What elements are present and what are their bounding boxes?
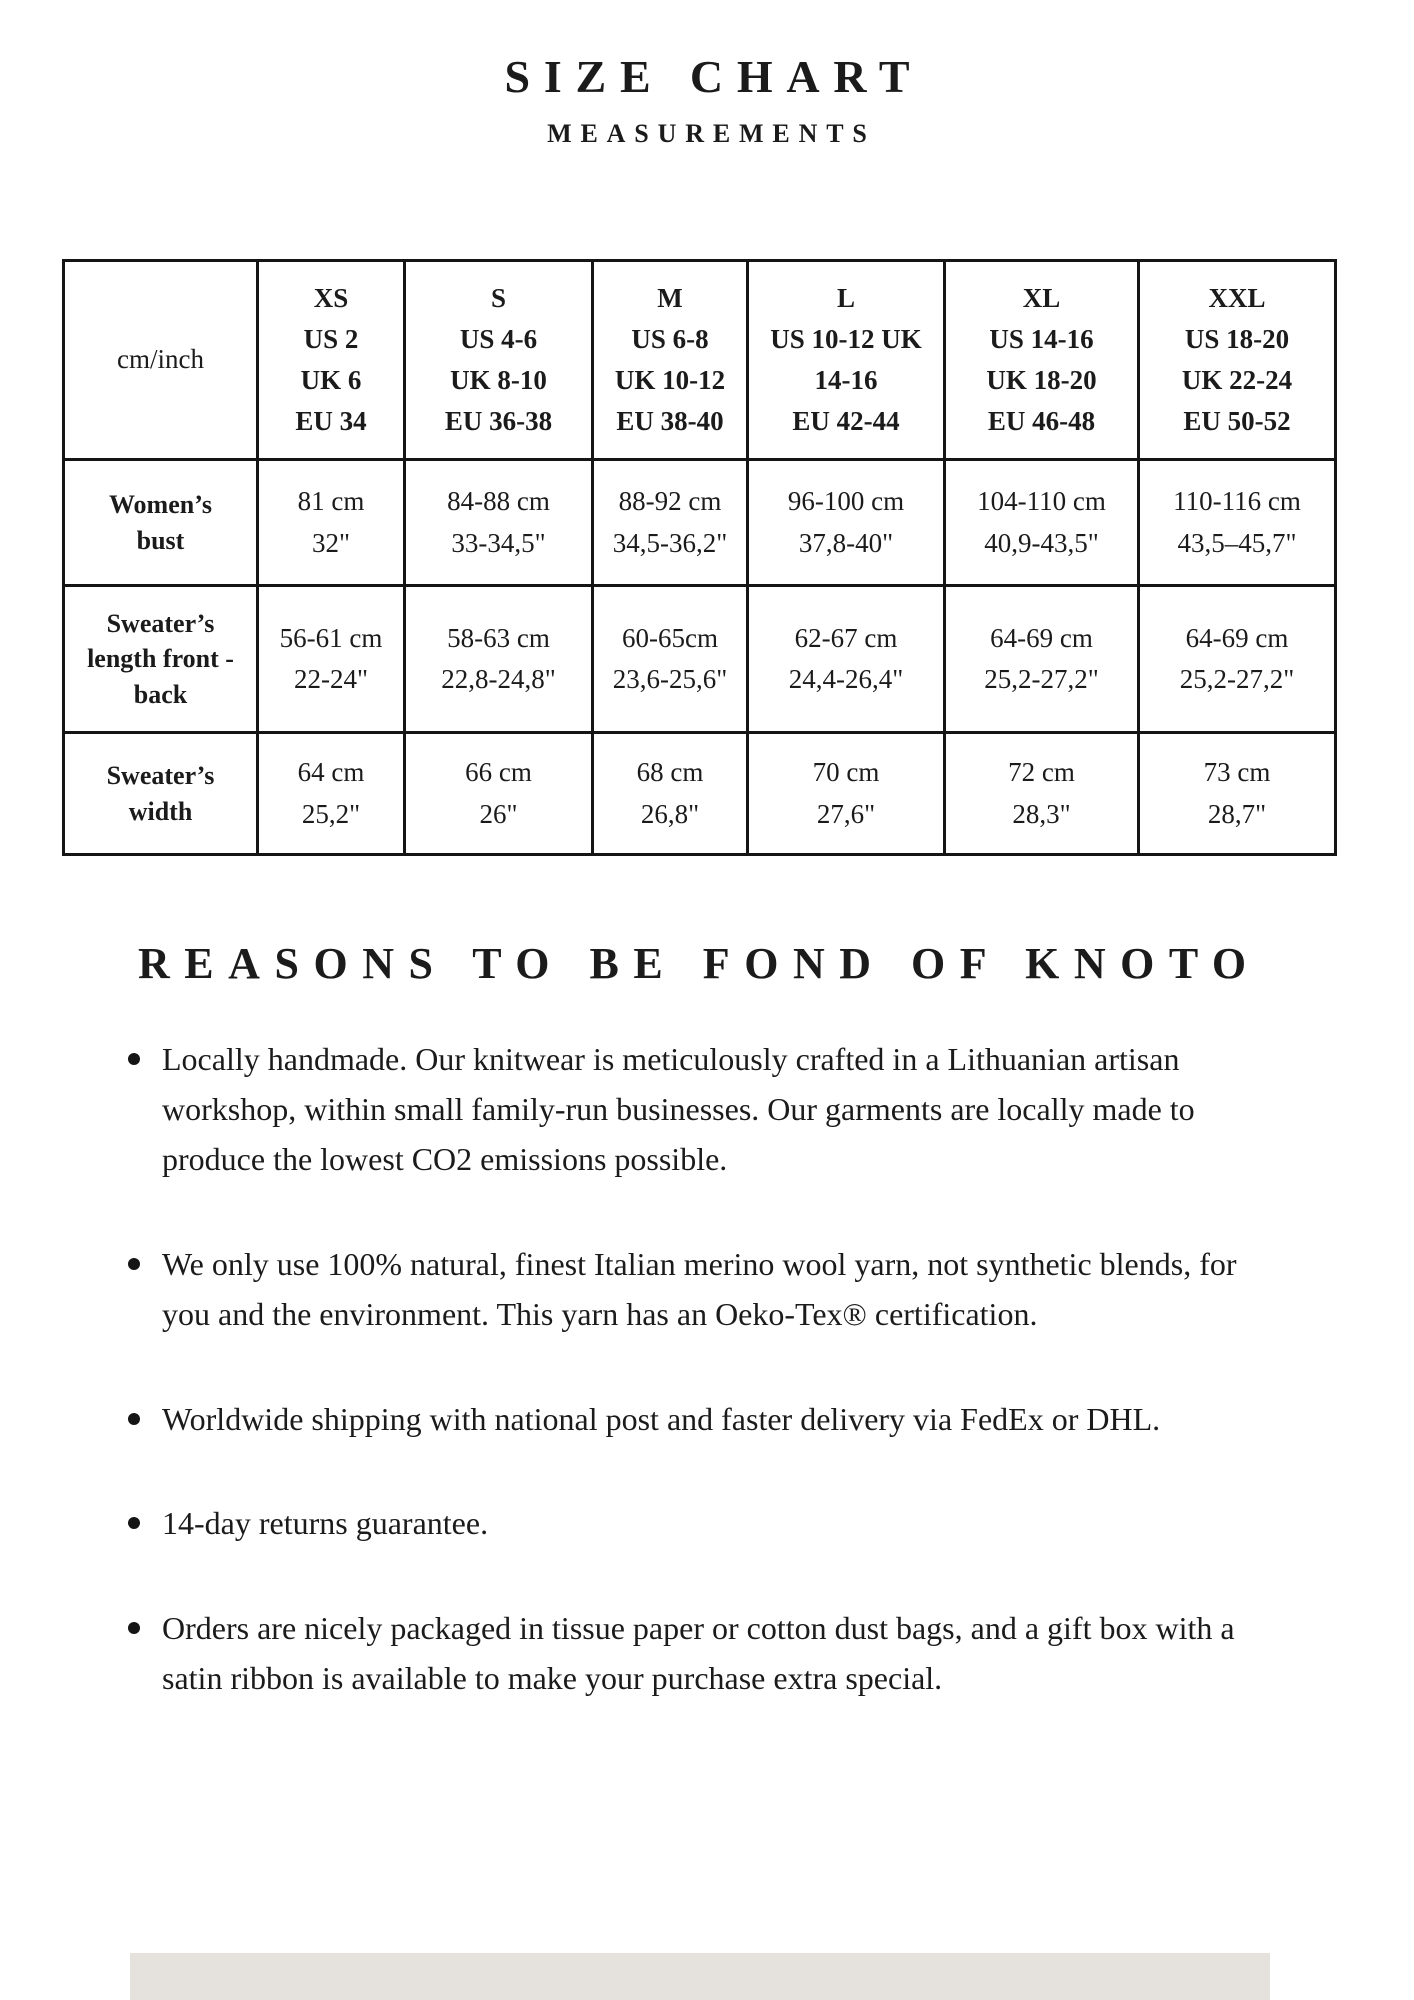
list-item: 14-day returns guarantee. (162, 1505, 489, 1542)
table-cell: 110-116 cm 43,5–45,7" (1139, 460, 1336, 586)
table-row-womens-bust (64, 460, 1336, 586)
size-table (62, 259, 1337, 856)
table-cell: 104-110 cm 40,9-43,5" (945, 460, 1139, 586)
list-item: Worldwide shipping with national post and faster delivery via FedEx or DHL. (162, 1400, 1161, 1437)
size-column-m: M US 6-8 UK 10-12 EU 38-40 (593, 261, 748, 460)
table-cell: 58-63 cm 22,8-24,8" (405, 586, 593, 733)
reasons-list (126, 1035, 1414, 1704)
table-cell: 64 cm 25,2" (258, 733, 405, 855)
row-label: Sweater’s length front - back (64, 586, 258, 733)
list-item: We only use 100% natural, finest Italian merino wool yarn, not synthetic blends, for you and the environment. This yarn has an Oeko-Tex® certification. (162, 1245, 1237, 1332)
row-label: Women’s bust (64, 460, 258, 586)
table-cell: 56-61 cm 22-24" (258, 586, 405, 733)
table-row-sweater-length (64, 586, 1336, 733)
table-cell: 64-69 cm 25,2-27,2" (1139, 586, 1336, 733)
table-cell: 81 cm 32" (258, 460, 405, 586)
table-row-sweater-width (64, 733, 1336, 855)
page-subtitle: MEASUREMENTS (547, 119, 876, 148)
table-cell: 72 cm 28,3" (945, 733, 1139, 855)
reasons-heading: REASONS TO BE FOND OF KNOTO (138, 939, 1261, 988)
row-label: Sweater’s width (64, 733, 258, 855)
table-cell: 88-92 cm 34,5-36,2" (593, 460, 748, 586)
table-cell: 66 cm 26" (405, 733, 593, 855)
table-cell: 64-69 cm 25,2-27,2" (945, 586, 1139, 733)
table-cell: 73 cm 28,7" (1139, 733, 1336, 855)
size-column-xs: XS US 2 UK 6 EU 34 (258, 261, 405, 460)
page-title: SIZE CHART (504, 51, 924, 102)
size-column-xl: XL US 14-16 UK 18-20 EU 46-48 (945, 261, 1139, 460)
table-cell: 60-65cm 23,6-25,6" (593, 586, 748, 733)
list-item: Orders are nicely packaged in tissue paper or cotton dust bags, and a gift box with a satin ribbon is available to make your purchase extra special. (162, 1610, 1235, 1697)
table-cell: 68 cm 26,8" (593, 733, 748, 855)
table-cell: 84-88 cm 33-34,5" (405, 460, 593, 586)
size-column-s: S US 4-6 UK 8-10 EU 36-38 (405, 261, 593, 460)
table-cell: 70 cm 27,6" (748, 733, 945, 855)
list-item: Locally handmade. Our knitwear is meticulously crafted in a Lithuanian artisan workshop, within small family-run businesses. Our garments are locally made to produce the lowest CO2 emissions possible. (162, 1041, 1195, 1177)
table-cell: 96-100 cm 37,8-40" (748, 460, 945, 586)
unit-label-cell: cm/inch (64, 261, 258, 460)
size-column-l: L US 10-12 UK 14-16 EU 42-44 (748, 261, 945, 460)
table-header-row (64, 261, 1336, 460)
size-column-xxl: XXL US 18-20 UK 22-24 EU 50-52 (1139, 261, 1336, 460)
table-cell: 62-67 cm 24,4-26,4" (748, 586, 945, 733)
footer-section-bar (130, 1953, 1270, 2000)
